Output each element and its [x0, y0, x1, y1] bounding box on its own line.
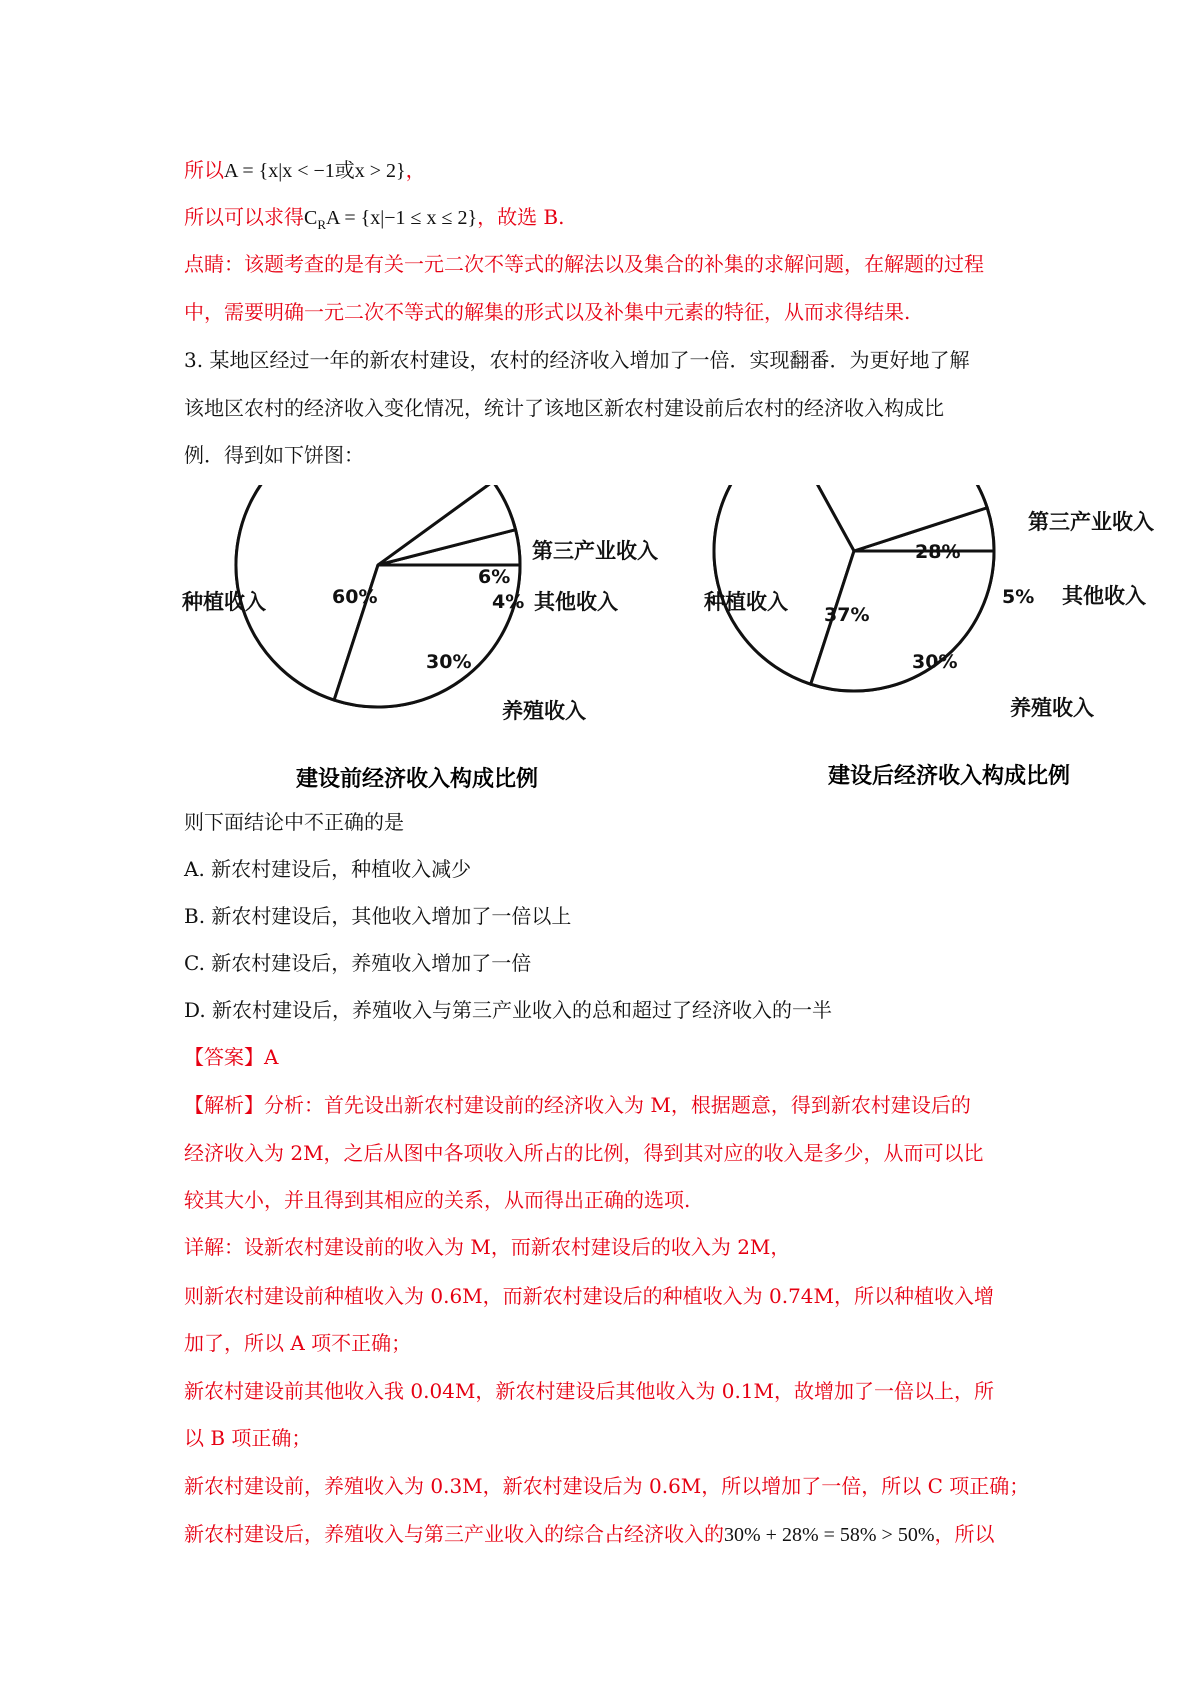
sum-expression: 30% + 28% = 58% > 50% [724, 1524, 935, 1546]
pie-before-slices [236, 485, 520, 707]
set-a-expression: A = {x|x < −1或x > 2} [224, 160, 406, 182]
detail-line-5: 以 B 项正确； [184, 1426, 312, 1450]
complement-symbol: C [304, 207, 318, 229]
pie-before-pct-breeding: 30% [426, 651, 472, 673]
complement-subscript: R [317, 217, 327, 232]
pie-after-pct-other: 5% [1002, 586, 1035, 608]
detail-text: 新农村建设后，养殖收入与第三产业收入的综合占经济收入的 [184, 1522, 724, 1546]
detail-line-3: 加了，所以 A 项不正确； [184, 1331, 412, 1355]
pie-before-label-planting: 种植收入 [182, 590, 266, 614]
pie-chart-after [700, 485, 1180, 805]
solution-text: 所以 [184, 158, 224, 182]
question-line-2: 该地区农村的经济收入变化情况，统计了该地区新农村建设前后农村的经济收入构成比 [184, 396, 944, 420]
question-prompt: 则下面结论中不正确的是 [184, 810, 404, 834]
analysis-line-3: 较其大小，并且得到其相应的关系，从而得出正确的选项. [184, 1188, 691, 1212]
pie-before-label-tertiary: 第三产业收入 [532, 539, 658, 563]
detail-line-7 [184, 1520, 994, 1549]
comment-line-1: 点睛：该题考查的是有关一元二次不等式的解法以及集合的补集的求解问题，在解题的过程 [184, 252, 984, 276]
pie-after-pct-breeding: 30% [912, 651, 958, 673]
answer-line: 【答案】A [184, 1045, 279, 1069]
complement-set: A = {x|−1 ≤ x ≤ 2} [326, 207, 478, 229]
pie-before-label-other: 其他收入 [534, 590, 618, 614]
option-d: D. 新农村建设后，养殖收入与第三产业收入的总和超过了经济收入的一半 [184, 998, 833, 1022]
complement-expression [304, 207, 478, 232]
comment-line-2: 中，需要明确一元二次不等式的解集的形式以及补集中元素的特征，从而求得结果. [184, 300, 911, 324]
detail-line-6: 新农村建设前，养殖收入为 0.3M，新农村建设后为 0.6M，所以增加了一倍，所以 C 项正确； [184, 1474, 1030, 1498]
solution-line-2 [184, 203, 565, 239]
pie-before-caption: 建设前经济收入构成比例 [296, 767, 539, 792]
pie-after-label-other: 其他收入 [1062, 584, 1146, 608]
solution-text: 所以可以求得 [184, 205, 304, 229]
pie-after-label-breeding: 养殖收入 [1010, 696, 1094, 720]
pie-after-label-tertiary: 第三产业收入 [1028, 510, 1154, 534]
detail-text: ，所以 [934, 1522, 995, 1546]
option-a: A. 新农村建设后，种植收入减少 [184, 857, 472, 881]
detail-line-2: 则新农村建设前种植收入为 0.6M，而新农村建设后的种植收入为 0.74M，所以种植收入增 [184, 1284, 995, 1308]
pie-after-caption: 建设后经济收入构成比例 [828, 764, 1071, 789]
pie-chart-before [180, 485, 700, 805]
analysis-line-1: 【解析】分析：首先设出新农村建设前的经济收入为 M，根据题意，得到新农村建设后的 [184, 1093, 971, 1117]
detail-line-4: 新农村建设前其他收入我 0.04M，新农村建设后其他收入为 0.1M，故增加了一倍以上，所 [184, 1379, 995, 1403]
pie-before-pct-planting: 60% [332, 586, 378, 608]
pie-before-label-breeding: 养殖收入 [502, 699, 586, 723]
solution-text: ，故选 B. [477, 205, 565, 229]
detail-line-1: 详解：设新农村建设前的收入为 M，而新农村建设后的收入为 2M， [184, 1235, 791, 1259]
solution-text: ， [405, 158, 426, 182]
option-c: C. 新农村建设后，养殖收入增加了一倍 [184, 951, 532, 975]
analysis-line-2: 经济收入为 2M，之后从图中各项收入所占的比例，得到其对应的收入是多少，从而可以比 [184, 1141, 984, 1165]
question-line-1: 3. 某地区经过一年的新农村建设，农村的经济收入增加了一倍．实现翻番．为更好地了解 [184, 348, 970, 372]
pie-before-pct-tertiary: 6% [478, 566, 511, 588]
pie-after-pct-planting: 37% [824, 604, 870, 626]
question-line-3: 例．得到如下饼图： [184, 443, 364, 467]
pie-after-pct-tertiary: 28% [915, 541, 961, 563]
pie-chart-after-svg [700, 485, 1180, 805]
option-b: B. 新农村建设后，其他收入增加了一倍以上 [184, 904, 572, 928]
pie-before-pct-other: 4% [492, 591, 525, 613]
solution-line-1 [184, 156, 426, 185]
pie-after-label-planting: 种植收入 [704, 590, 788, 614]
pie-chart-before-svg [180, 485, 700, 805]
